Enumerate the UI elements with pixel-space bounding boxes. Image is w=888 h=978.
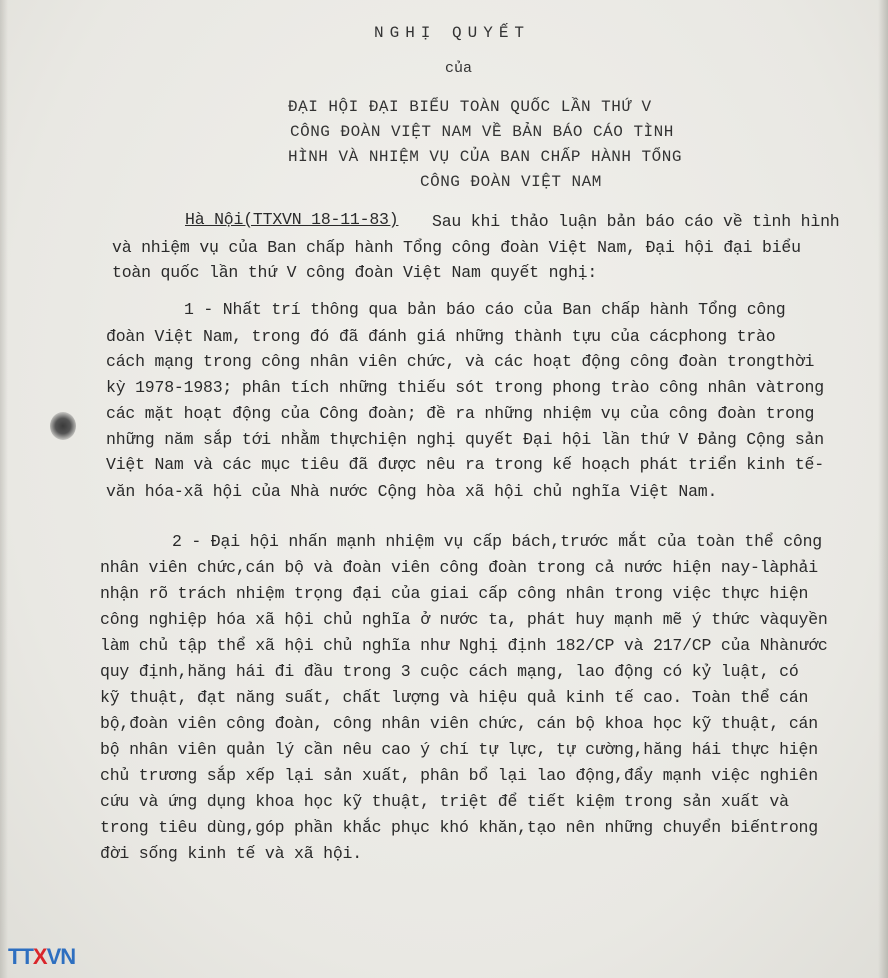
paragraph1-line-1: 1 - Nhất trí thông qua bản báo cáo của Ban chấp hành Tổng công (184, 300, 786, 319)
heading-line-3: HÌNH VÀ NHIỆM VỤ CỦA BAN CHẤP HÀNH TỔNG (288, 148, 682, 166)
paragraph2-line-10: chủ trương sắp xếp lại sản xuất, phân bổ lại lao động,đẩy mạnh việc nghiên (100, 766, 818, 785)
document-title: NGHỊ QUYẾT (374, 24, 531, 42)
dateline: Hà Nội(TTXVN 18-11-83) (185, 210, 399, 229)
paragraph2-line-8: bộ,đoàn viên công đoàn, công nhân viên chức, cán bộ khoa học kỹ thuật, cán (100, 714, 818, 733)
intro-line-1: Sau khi thảo luận bản báo cáo về tình hình (432, 212, 840, 231)
paragraph2-line-11: cứu và ứng dụng khoa học kỹ thuật, triệt để tiết kiệm trong sản xuất và (100, 792, 789, 811)
paragraph2-line-4: công nghiệp hóa xã hội chủ nghĩa ở nước ta, phát huy mạnh mẽ ý thức vàquyền (100, 610, 828, 629)
paragraph2-line-13: đời sống kinh tế và xã hội. (100, 844, 362, 863)
paragraph2-line-12: trong tiêu dùng,góp phần khắc phục khó khăn,tạo nên những chuyển biếntrong (100, 818, 818, 837)
paragraph1-line-3: cách mạng trong công nhân viên chức, và các hoạt động công đoàn trongthời (106, 352, 815, 371)
paragraph1-line-6: những năm sắp tới nhằm thựchiện nghị quyết Đại hội lần thứ V Đảng Cộng sản (106, 430, 824, 449)
paragraph2-line-6: quy định,hăng hái đi đầu trong 3 cuộc cách mạng, lao động có kỷ luật, có (100, 662, 799, 681)
paragraph2-line-1: 2 - Đại hội nhấn mạnh nhiệm vụ cấp bách,trước mắt của toàn thể công (172, 532, 823, 551)
paragraph1-line-7: Việt Nam và các mục tiêu đã được nêu ra trong kế hoạch phát triển kinh tế- (106, 455, 824, 474)
paragraph1-line-2: đoàn Việt Nam, trong đó đã đánh giá những thành tựu của cácphong trào (106, 327, 776, 346)
paragraph2-line-3: nhận rõ trách nhiệm trọng đại của giai cấp công nhân trong việc thực hiện (100, 584, 809, 603)
ttxvn-logo (8, 946, 75, 968)
page-edge-left (0, 0, 8, 978)
heading-line-1: ĐẠI HỘI ĐẠI BIỂU TOÀN QUỐC LẦN THỨ V (288, 98, 652, 116)
paragraph2-line-5: làm chủ tập thể xã hội chủ nghĩa như Nghị định 182/CP và 217/CP của Nhànước (100, 636, 828, 655)
intro-line-2: và nhiệm vụ của Ban chấp hành Tổng công đoàn Việt Nam, Đại hội đại biểu (112, 238, 801, 257)
logo-text-right: VN (46, 944, 76, 969)
paragraph2-line-9: bộ nhân viên quản lý cần nêu cao ý chí tự lực, tự cường,hăng hái thực hiện (100, 740, 818, 759)
page-edge-right (878, 0, 888, 978)
heading-line-4: CÔNG ĐOÀN VIỆT NAM (420, 173, 602, 191)
intro-line-3: toàn quốc lần thứ V công đoàn Việt Nam quyết nghị: (112, 263, 598, 282)
paragraph2-line-2: nhân viên chức,cán bộ và đoàn viên công đoàn trong cả nước hiện nay-làphải (100, 558, 818, 577)
logo-text-mid: X (32, 944, 47, 969)
paragraph1-line-5: các mặt hoạt động của Công đoàn; đề ra những nhiệm vụ của công đoàn trong (106, 404, 815, 423)
paragraph2-line-7: kỹ thuật, đạt năng suất, chất lượng và hiệu quả kinh tế cao. Toàn thể cán (100, 688, 809, 707)
paragraph1-line-4: kỳ 1978-1983; phân tích những thiếu sót trong phong trào công nhân vàtrong (106, 378, 824, 397)
ink-smudge (50, 412, 76, 440)
paragraph1-line-8: văn hóa-xã hội của Nhà nước Cộng hòa xã hội chủ nghĩa Việt Nam. (106, 482, 718, 501)
logo-text-left: TT (8, 944, 33, 969)
document-of: của (445, 60, 473, 77)
heading-line-2: CÔNG ĐOÀN VIỆT NAM VỀ BẢN BÁO CÁO TÌNH (290, 123, 674, 141)
